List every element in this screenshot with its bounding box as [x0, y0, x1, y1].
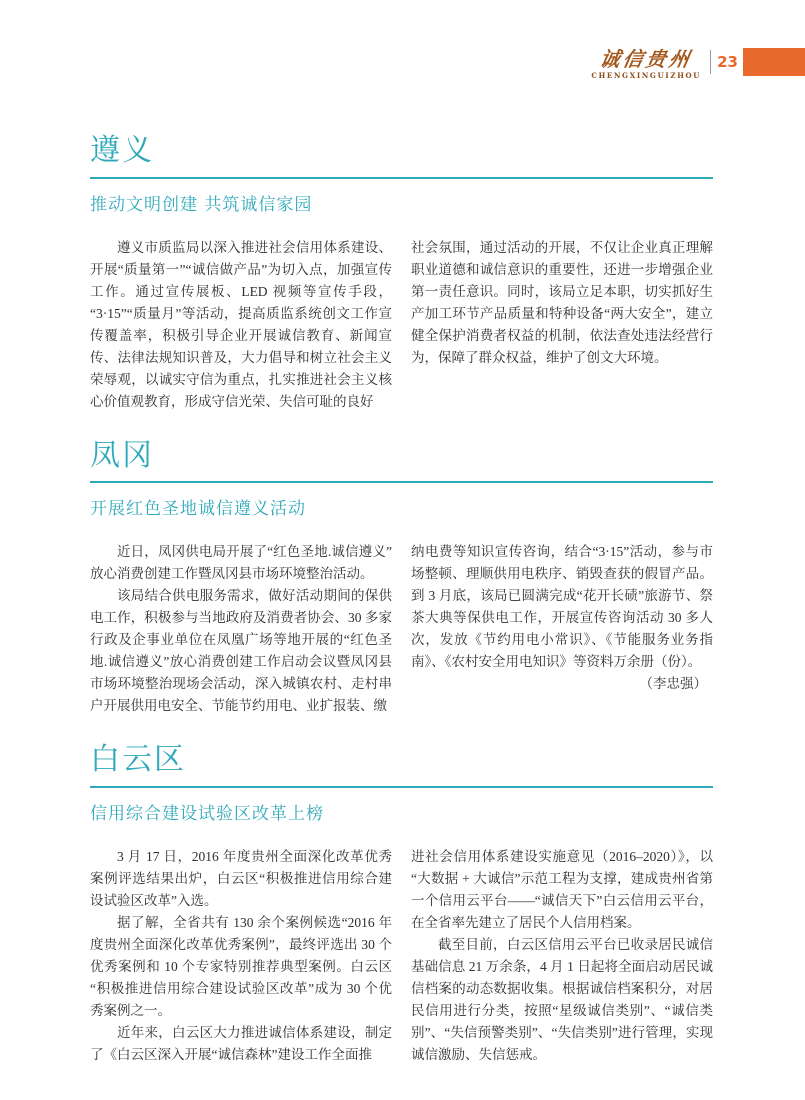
two-column-body	[90, 846, 713, 1066]
logo-romanization: CHENGXINGUIZHOU	[591, 70, 702, 80]
header-accent-bar	[743, 48, 805, 76]
section-rule	[90, 786, 713, 788]
section-rule	[90, 481, 713, 483]
section-baiyun	[90, 743, 713, 1066]
column-right	[411, 237, 713, 413]
column-left	[90, 237, 392, 413]
byline: （李忠强）	[639, 676, 707, 691]
paragraph: 该局结合供电服务需求，做好活动期间的保供电工作，积极参与当地政府及消费者协会、30 多家行政及企事业单位在凤凰广场等地开展的“红色圣地.诚信遵义”放心消费创建工作启动会议暨凤冈县市场环境整治现场会活动，深入城镇农村、走村串户开展供用电安全、节能节约用电、业扩报装、缴	[90, 588, 392, 713]
paragraph: 近日，凤冈供电局开展了“红色圣地.诚信遵义”放心消费创建工作暨凤冈县市场环境整治活动。	[90, 544, 392, 581]
header-divider	[710, 50, 711, 74]
magazine-logo	[591, 46, 702, 80]
logo-calligraphy-text: 诚信贵州	[598, 46, 695, 71]
article-headline: 信用综合建设试验区改革上榜	[90, 803, 324, 824]
paragraph: 3 月 17 日，2016 年度贵州全面深化改革优秀案例评选结果出炉，白云区“积极推进信用综合建设试验区改革”入选。	[90, 848, 392, 908]
section-title: 白云区	[90, 742, 186, 777]
article-headline: 开展红色圣地诚信遵义活动	[90, 499, 306, 519]
two-column-body	[90, 541, 713, 717]
page-number: 23	[717, 53, 738, 71]
two-column-body	[90, 237, 713, 413]
page-header	[591, 48, 805, 80]
paragraph: 据了解，全省共有 130 余个案例候选“2016 年度贵州全面深化改革优秀案例”，最终评选出 30 个优秀案例和 10 个专家特别推荐典型案例。白云区“积极推进信用综合建设试验区改革”成为 30 个优秀案例之一。	[90, 914, 392, 1018]
section-rule	[90, 177, 713, 179]
paragraph: 近年来，白云区大力推进诚信体系建设，制定了《白云区深入开展“诚信森林”建设工作全面推	[90, 1024, 392, 1062]
column-left	[90, 846, 392, 1066]
column-right	[411, 541, 713, 717]
paragraph: 遵义市质监局以深入推进社会信用体系建设、开展“质量第一”“诚信做产品”为切入点，加强宣传工作。通过宣传展板、LED 视频等宣传手段，“3·15”“质量月”等活动，提高质监系统创文工作宣传覆盖率，积极引导企业开展诚信教育、新闻宣传、法律法规知识普及，大力倡导和树立社会主义荣辱观，以诚实守信为重点，扎实推进社会主义核心价值观教育，形成守信光荣、失信可耻的良好	[90, 239, 392, 409]
paragraph: 纳电费等知识宣传咨询，结合“3·15”活动，参与市场整顿、理顺供用电秩序、销毁查获的假冒产品。到 3 月底，该局已圆满完成“花开长碛”旅游节、祭茶大典等保供电工作，开展宣传咨询活动 30 多人次，发放《节约用电小常识》、《节能服务业务指南》、《农村安全用电知识》等资料万余册（份）。	[411, 544, 713, 669]
section-title: 遵义	[90, 133, 154, 168]
paragraph: 截至目前，白云区信用云平台已收录居民诚信基础信息 21 万余条，4 月 1 日起将全面启动居民诚信档案的动态数据收集。根据诚信档案积分，对居民信用进行分类，按照“星级诚信类别”、“诚信类别”、“失信预警类别”、“失信类别”进行管理，实现诚信激励、失信惩戒。	[411, 936, 713, 1062]
article-headline: 推动文明创建 共筑诚信家园	[90, 194, 313, 215]
paragraph: 社会氛围，通过活动的开展，不仅让企业真正理解职业道德和诚信意识的重要性，还进一步增强企业第一责任意识。同时，该局立足本职，切实抓好生产加工环节产品质量和特种设备“两大安全”，建立健全保护消费者权益的机制，依法查处违法经营行为，保障了群众权益，维护了创文大环境。	[411, 239, 713, 365]
section-title: 凤冈	[90, 437, 154, 473]
paragraph: 进社会信用体系建设实施意见（2016–2020）》，以“大数据 + 大诚信”示范工程为支撑，建成贵州省第一个信用云平台——“诚信天下”白云信用云平台，在全省率先建立了居民个人信用档案。	[411, 848, 713, 930]
column-right	[411, 846, 713, 1066]
page-content	[90, 134, 713, 1092]
section-zunyi	[90, 134, 713, 413]
column-left	[90, 541, 392, 717]
section-fenggang	[90, 439, 713, 718]
